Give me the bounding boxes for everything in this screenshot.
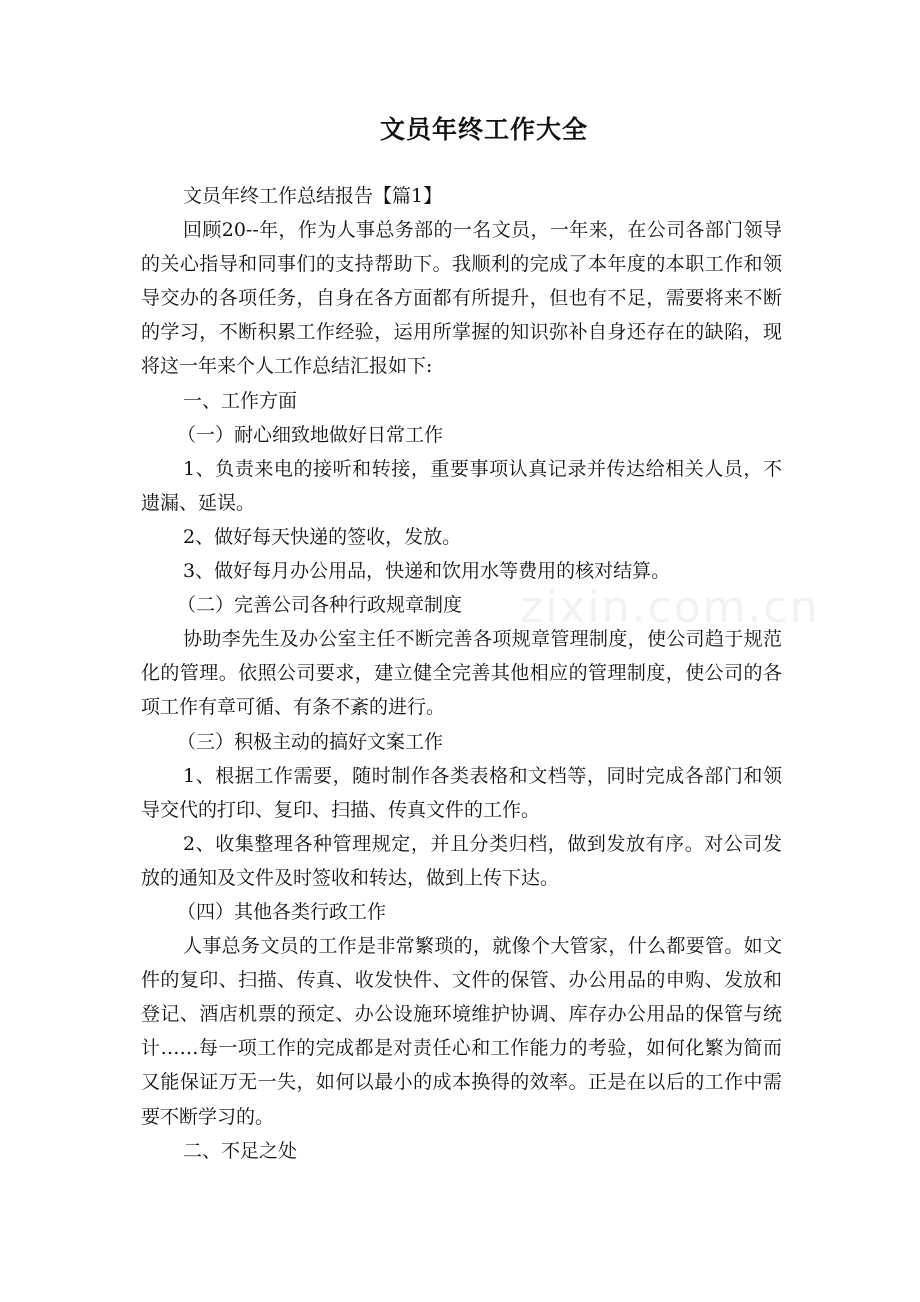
paragraph: 文员年终工作总结报告【篇1】	[183, 185, 443, 207]
paragraph: 回顾20--年，作为人事总务部的一名文员，一年来，在公司各部门领导的关心指导和同事们的支持帮助下。我顺利的完成了本年度的本职工作和领导交办的各项任务，自身在各方面都有所提升，但也有不足，需要将来不断的学习，不断积累工作经验，运用所掌握的知识弥补自身还存在的缺陷，现将这一年来个人工作总结汇报如下:	[141, 219, 782, 378]
paragraph: 二、不足之处	[183, 1139, 298, 1162]
paragraph: 协助李先生及办公室主任不断完善各项规章管理制度，使公司趋于规范化的管理。依照公司要求，建立健全完善其他相应的管理制度，使公司的各项工作有章可循、有条不紊的进行。	[141, 628, 782, 719]
paragraph: 1、根据工作需要，随时制作各类表格和文档等，同时完成各部门和领导交代的打印、复印、扫描、传真文件的工作。	[141, 764, 782, 821]
paragraph: 2、做好每天快递的签收，发放。	[183, 525, 462, 548]
document-title: 文员年终工作大全	[379, 115, 588, 144]
paragraph: 3、做好每月办公用品，快递和饮用水等费用的核对结算。	[183, 560, 671, 583]
paragraph: 人事总务文员的工作是非常繁琐的，就像个大管家，什么都要管。如文件的复印、扫描、传真、收发快件、文件的保管、办公用品的申购、发放和登记、酒店机票的预定、办公设施环境维护协调、库存办公用品的保管与统计……每一项工作的完成都是对责任心和工作能力的考验，如何化繁为简而又能保证万无一失，如何以最小的成本换得的效率。正是在以后的工作中需要不断学习的。	[141, 935, 782, 1128]
paragraph: （一）耐心细致地做好日常工作	[177, 423, 444, 446]
paragraph: 1、负责来电的接听和转接，重要事项认真记录并传达给相关人员，不遗漏、延误。	[141, 457, 782, 514]
paragraph: 一、工作方面	[183, 389, 298, 412]
paragraph: （二）完善公司各种行政规章制度	[177, 594, 463, 617]
paragraph: 2、收集整理各种管理规定，并且分类归档，做到发放有序。对公司发放的通知及文件及时签收和转达，做到上传下达。	[141, 832, 782, 889]
watermark: zixin.com.cn	[520, 582, 820, 633]
paragraph: （四）其他各类行政工作	[177, 900, 387, 923]
paragraph: （三）积极主动的搞好文案工作	[177, 730, 444, 753]
document-body	[141, 179, 782, 1168]
